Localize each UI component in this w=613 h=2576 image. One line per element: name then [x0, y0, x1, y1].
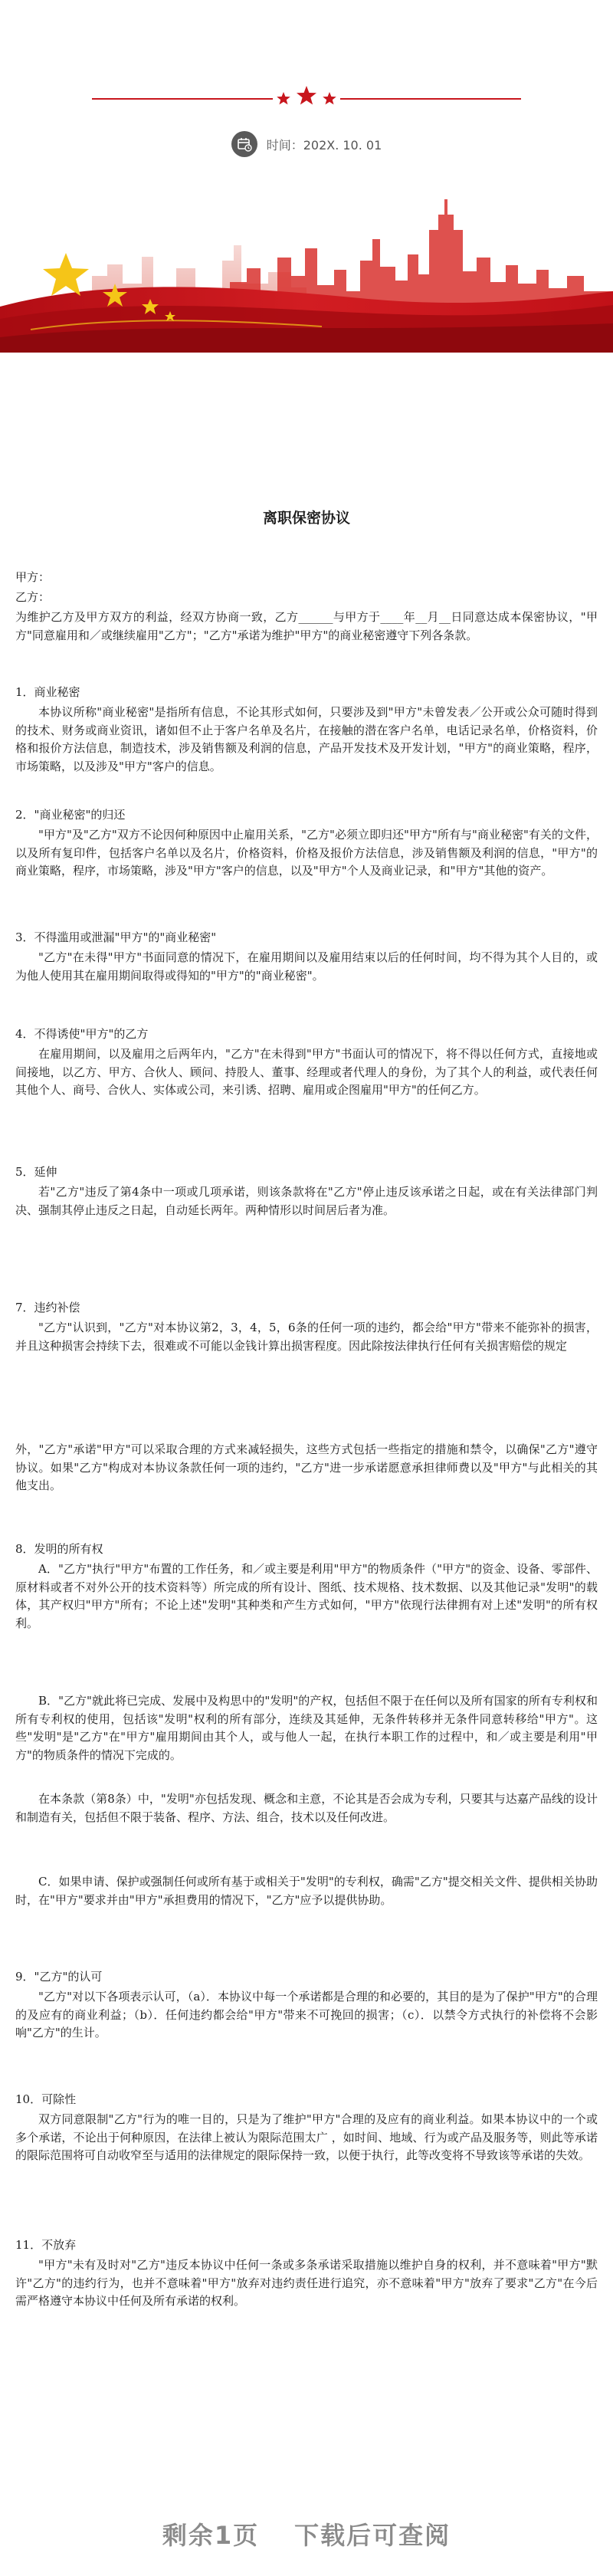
download-prompt-bar[interactable] — [0, 2491, 613, 2576]
section-5-body: 若"乙方"违反了第4条中一项或几项承诺，则该条款将在"乙方"停止违反该承诺之日起，或在有关法律部门判决、强制其停止违反之日起，自动延长两年。两种情形以时间居后者为准。 — [15, 1185, 598, 1217]
section-9-title: 9．"乙方"的认可 — [15, 1970, 103, 1984]
section-11-body: "甲方"未有及时对"乙方"违反本协议中任何一条或多条承诺采取措施以维护自身的权利，并不意味着"甲方"默许"乙方"的违约行为，也并不意味着"甲方"放弃对违约责任进行追究，亦不意味着"甲方"放弃了要求"乙方"在今后需严格遵守本协议中任何及所有承诺的权利。 — [15, 2258, 598, 2308]
publish-time — [0, 129, 613, 159]
section-3-body: "乙方"在未得"甲方"书面同意的情况下，在雇用期间以及雇用结束以后的任何时间，均不得为其个人目的，或为他人使用其在雇用期间取得或得知的"甲方"的"商业秘密"。 — [15, 950, 598, 983]
agreement-document — [15, 353, 598, 2491]
section-8-clause-b: B．"乙方"就此将已完成、发展中及构思中的"发明"的产权，包括但不限于在任何以及所有国家的所有专利权和所有专利权的使用，包括该"发明"权利的所有部分，连续及其延伸，无条件转移并无条件同意转移给"甲方"。这些"发明"是"乙方"在"甲方"雇用期间由其个人，或与他人一起，在执行本职工作的过程中，和／或主要是利用"甲方"的物质条件的情况下完成的。 — [15, 1694, 598, 1762]
section-2-title: 2．"商业秘密"的归还 — [15, 808, 126, 822]
city-skyline-graphic — [0, 184, 613, 353]
party-b-line: 乙方： — [15, 590, 51, 604]
download-to-view-label[interactable]: 下载后可查阅 — [294, 2520, 451, 2550]
section-8-clause-b-note: 在本条款（第8条）中，"发明"亦包括发现、概念和主意，不论其是否会成为专利，只要其与达嘉产品线的设计和制造有关，包括但不限于装备、程序、方法、组合，技术以及任何改进。 — [15, 1792, 598, 1824]
preamble-paragraph: 为维护乙方及甲方双方的利益，经双方协商一致，乙方______与甲方于____年__月__日同意达成本保密协议，"甲方"同意雇用和／或继续雇用"乙方"；"乙方"承诺为维护"甲方"的商业秘密遵守下列各条款。 — [15, 610, 598, 642]
document-title: 离职保密协议 — [262, 510, 350, 527]
header-banner — [0, 0, 613, 353]
section-7-continued: 外，"乙方"承诺"甲方"可以采取合理的方式来减轻损失，这些方式包括一些指定的措施和禁令，以确保"乙方"遵守协议。如果"乙方"构成对本协议条款任何一项的违约，"乙方"进一步承诺愿意承担律师费以及"甲方"与此相关的其他支出。 — [15, 1442, 598, 1492]
calendar-clock-icon — [231, 131, 257, 157]
section-10-body: 双方同意限制"乙方"行为的唯一目的，只是为了维护"甲方"合理的及应有的商业利益。如果本协议中的一个或多个承诺，不论出于何种原因，在法律上被认为限际范围太广 ，如时间、地域、行为或产品及服务等，则此等承诺的限际范围将可自动收窄至与适用的法律规定的限际保持一致，以便于执行，此等改变将不导致该等承诺的失效。 — [15, 2112, 598, 2162]
section-1-title: 1．商业秘密 — [15, 685, 80, 699]
header-rule-left — [92, 98, 273, 100]
section-3-title: 3．不得滥用或泄漏"甲方"的"商业秘密" — [15, 930, 217, 944]
section-2-body: "甲方"及"乙方"双方不论因何种原因中止雇用关系，"乙方"必须立即归还"甲方"所有与"商业秘密"有关的文件，以及所有复印件，包括客户名单以及名片，价格资料，价格及报价方法信息，涉及销售额及利润的信息，"甲方"的商业策略，程序，市场策略，涉及"甲方"客户的信息，以及"甲方"个人及商业记录，和"甲方"其他的资产。 — [15, 828, 598, 878]
publish-time-text: 时间：202X. 10. 01 — [266, 137, 382, 153]
party-a-line: 甲方： — [15, 570, 51, 584]
section-8-clause-c: C．如果申请、保护或强制任何或所有基于或相关于"发明"的专利权，确需"乙方"提交相关文件、提供相关协助时，在"甲方"要求并由"甲方"承担费用的情况下，"乙方"应予以提供协助。 — [15, 1875, 598, 1907]
section-7-body: "乙方"认识到，"乙方"对本协议第2，3，4，5，6条的任何一项的违约，都会给"甲方"带来不能弥补的损害，并且这种损害会持续下去，很难或不可能以金钱计算出损害程度。因此除按法律执行任何有关损害赔偿的规定 — [15, 1321, 598, 1353]
section-7-title: 7．违约补偿 — [15, 1301, 80, 1314]
section-8-clause-a: A．"乙方"执行"甲方"布置的工作任务，和／或主要是利用"甲方"的物质条件（"甲方"的资金、设备、零部件、原材料或者不对外公开的技术资料等）所完成的所有设计、图纸、技术规格、技术数据、以及其他记录"发明"的载体，其产权归"甲方"所有；不论上述"发明"其种类和产生方式如何，"甲方"依现行法律拥有对上述"发明"的所有权利。 — [15, 1562, 598, 1630]
section-4-title: 4．不得诱使"甲方"的乙方 — [15, 1027, 149, 1041]
section-5-title: 5．延伸 — [15, 1165, 57, 1179]
section-11-title: 11．不放弃 — [15, 2238, 77, 2252]
remaining-pages-label[interactable]: 剩余1页 — [162, 2520, 260, 2550]
header-rule-right — [340, 98, 521, 100]
section-8-title: 8．发明的所有权 — [15, 1542, 103, 1556]
star-icon — [273, 84, 340, 112]
section-1-body: 本协议所称"商业秘密"是指所有信息，不论其形式如何，只要涉及到"甲方"未曾发表／公开或公众可随时得到的技术、财务或商业资讯，诸如但不止于客户名单及名片，在接触的潜在客户名单，电话记录名单，价格资料，价格和报价方法信息，制造技术，涉及销售额及利润的信息，产品开发技术及开发计划，"甲方"的商业策略，程序，市场策略，以及涉及"甲方"客户的信息。 — [15, 705, 598, 773]
section-10-title: 10．可除性 — [15, 2092, 77, 2106]
section-4-body: 在雇用期间，以及雇用之后两年内，"乙方"在未得到"甲方"书面认可的情况下，将不得以任何方式，直接地或间接地，以乙方、甲方、合伙人、顾问、持股人、董事、经理或者代理人的身份，为了其个人的利益，或代表任何其他个人、商号、合伙人、实体或公司，来引诱、招聘、雇用或企图雇用"甲方"的任何乙方。 — [15, 1047, 598, 1097]
section-9-body: "乙方"对以下各项表示认可，（a）．本协议中每一个承诺都是合理的和必要的，其目的是为了保护"甲方"的合理的及应有的商业利益；（b）．任何违约都会给"甲方"带来不可挽回的损害；（c）．以禁令方式执行的补偿将不会影响"乙方"的生计。 — [15, 1990, 598, 2039]
